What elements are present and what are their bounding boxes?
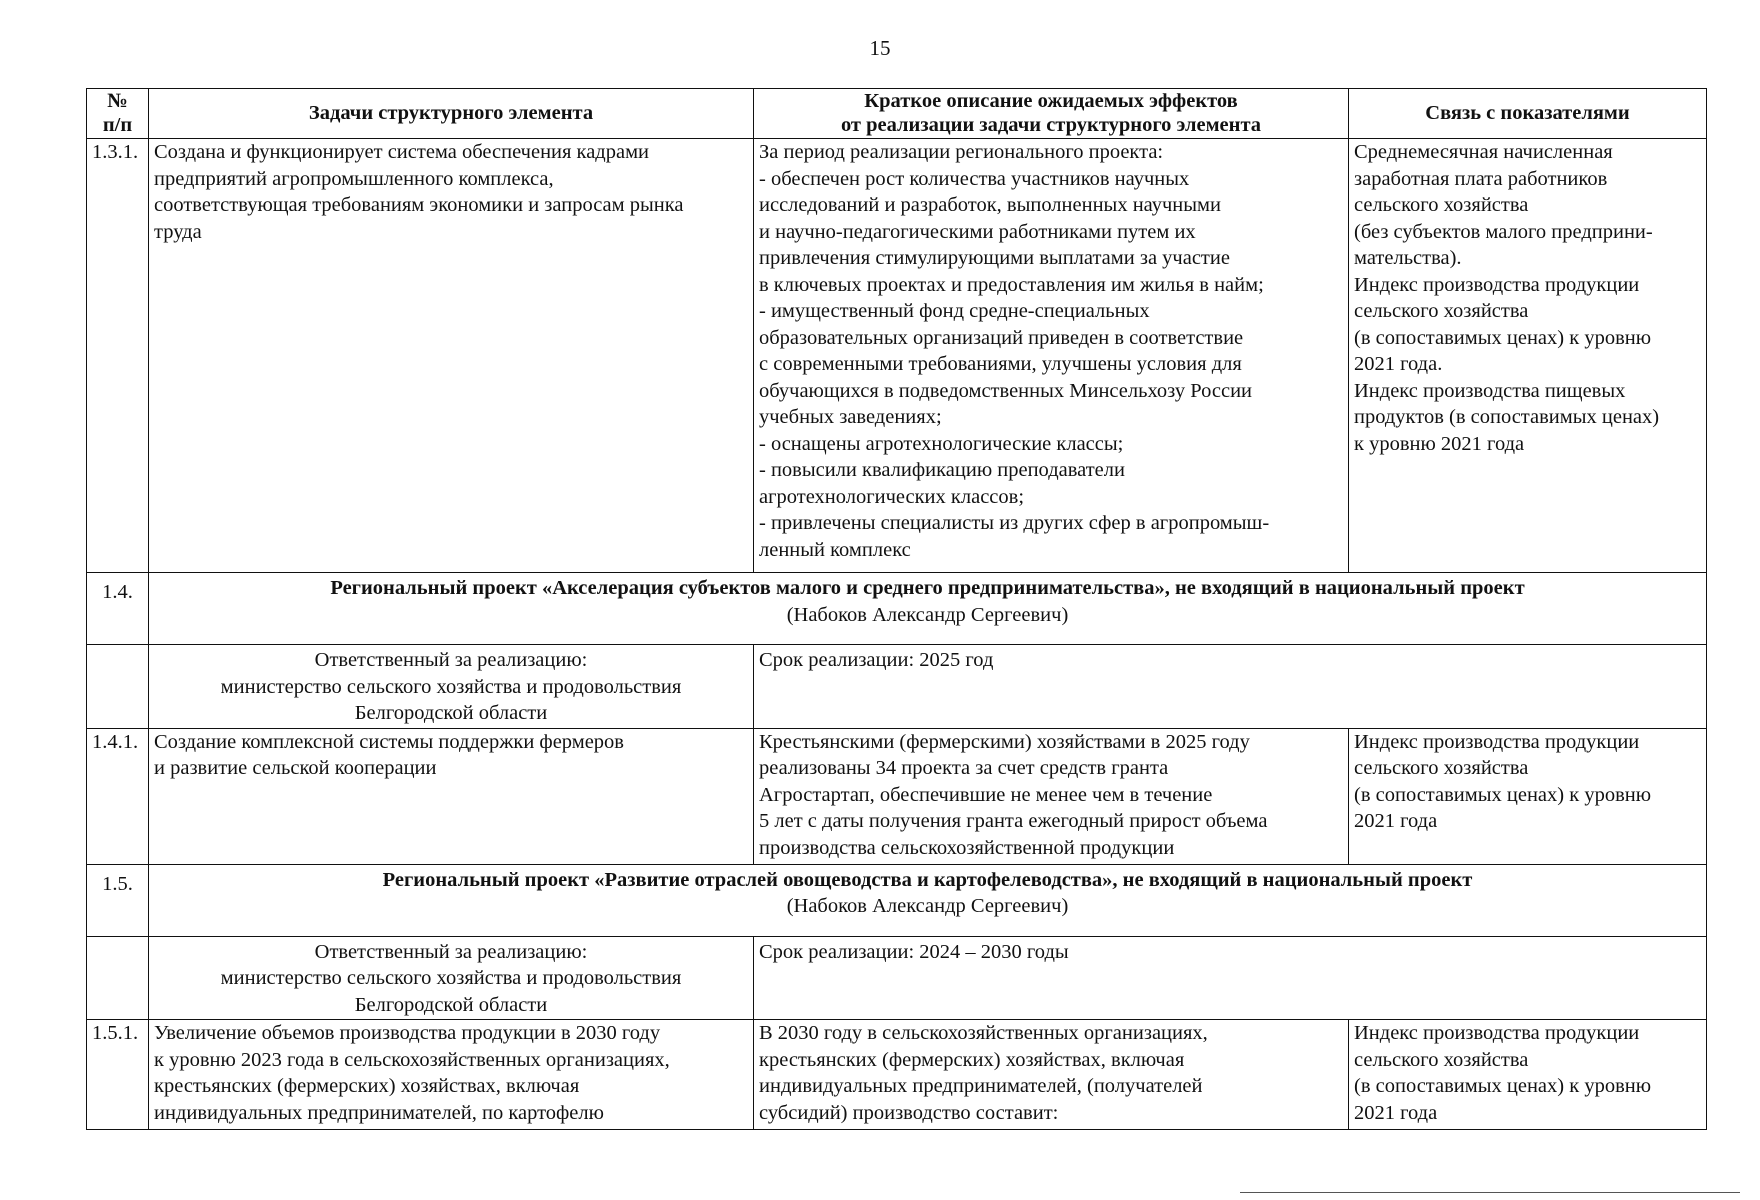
term-cell: Срок реализации: 2025 год: [754, 645, 1707, 729]
task-cell: Создание комплексной системы поддержки фермеров и развитие сельской кооперации: [149, 728, 754, 864]
row-number: 1.4.: [87, 573, 149, 645]
table-row-1-4-1: [87, 728, 1707, 864]
scan-artifact-line: [1240, 1192, 1740, 1193]
task-cell: Создана и функционирует система обеспечения кадрами предприятий агропромышленного комплекса, соответствующая требованиям экономики и запросам рынка труда: [149, 139, 754, 573]
project-title: Региональный проект «Развитие отраслей овощеводства и картофелеводства», не входящий в национальный проект: [382, 868, 1473, 891]
responsible-row-1-5: [87, 936, 1707, 1020]
responsible-row-1-4: [87, 645, 1707, 729]
empty-num-cell: [87, 645, 149, 729]
project-row-1-4: [87, 573, 1707, 645]
project-title: Региональный проект «Акселерация субъектов малого и среднего предпринимательства», не входящий в национальный проект: [330, 577, 1525, 599]
page-number: 15: [869, 36, 891, 60]
term-cell: Срок реализации: 2024 – 2030 годы: [754, 936, 1707, 1020]
header-link: Связь с показателями: [1349, 89, 1707, 139]
header-effects: Краткое описание ожидаемых эффектов от реализации задачи структурного элемента: [754, 89, 1349, 139]
tasks-table: [86, 88, 1707, 1130]
row-number: 1.5.: [87, 864, 149, 936]
table-row-1-3-1: [87, 139, 1707, 573]
responsible-cell: Ответственный за реализацию: министерство сельского хозяйства и продовольствия Белгородской области: [149, 645, 754, 729]
header-tasks: Задачи структурного элемента: [149, 89, 754, 139]
link-cell: Индекс производства продукции сельского хозяйства (в сопоставимых ценах) к уровню 2021 года: [1349, 1020, 1707, 1130]
project-row-1-5: [87, 864, 1707, 936]
table-row-1-5-1: [87, 1020, 1707, 1130]
project-title-cell: [149, 864, 1707, 936]
table-header-row: [87, 89, 1707, 139]
responsible-cell: Ответственный за реализацию: министерство сельского хозяйства и продовольствия Белгородской области: [149, 936, 754, 1020]
task-cell: Увеличение объемов производства продукции в 2030 году к уровню 2023 года в сельскохозяйственных организациях, крестьянских (фермерских) хозяйствах, включая индивидуальных предпринимателей, по картофелю: [149, 1020, 754, 1130]
project-leader: (Набоков Александр Сергеевич): [786, 603, 1069, 626]
project-title-cell: [149, 573, 1707, 645]
row-number: 1.4.1.: [87, 728, 149, 864]
row-number: 1.5.1.: [87, 1020, 149, 1130]
effect-cell: В 2030 году в сельскохозяйственных организациях, крестьянских (фермерских) хозяйствах, включая индивидуальных предпринимателей, (получателей субсидий) производство составит:: [754, 1020, 1349, 1130]
effect-cell: Крестьянскими (фермерскими) хозяйствами в 2025 году реализованы 34 проекта за счет средств гранта Агростартап, обеспечившие не менее чем в течение 5 лет с даты получения гранта ежегодный прирост объема производства сельскохозяйственной продукции: [754, 728, 1349, 864]
header-num: № п/п: [87, 89, 149, 139]
empty-num-cell: [87, 936, 149, 1020]
project-leader: (Набоков Александр Сергеевич): [786, 895, 1069, 917]
link-cell: Среднемесячная начисленная заработная плата работников сельского хозяйства (без субъектов малого предприни- мательства). Индекс производства продукции сельского хозяйства (в сопоставимых ценах) к уровню 2021 года. Индекс производства пищевых продуктов (в сопоставимых ценах) к уровню 2021 года: [1349, 139, 1707, 573]
link-cell: Индекс производства продукции сельского хозяйства (в сопоставимых ценах) к уровню 2021 года: [1349, 728, 1707, 864]
effect-cell: За период реализации регионального проекта: - обеспечен рост количества участников научных исследований и разработок, выполненных научными и научно-педагогическими работниками путем их привлечения стимулирующими выплатами за участие в ключевых проектах и предоставления им жилья в найм; - имущественный фонд средне-специальных образовательных организаций приведен в соответствие с современными требованиями, улучшены условия для обучающихся в подведомственных Минсельхозу России учебных заведениях; - оснащены агротехнологические классы; - повысили квалификацию преподаватели агротехнологических классов; - привлечены специалисты из других сфер в агропромыш- ленный комплекс: [754, 139, 1349, 573]
row-number: 1.3.1.: [87, 139, 149, 573]
